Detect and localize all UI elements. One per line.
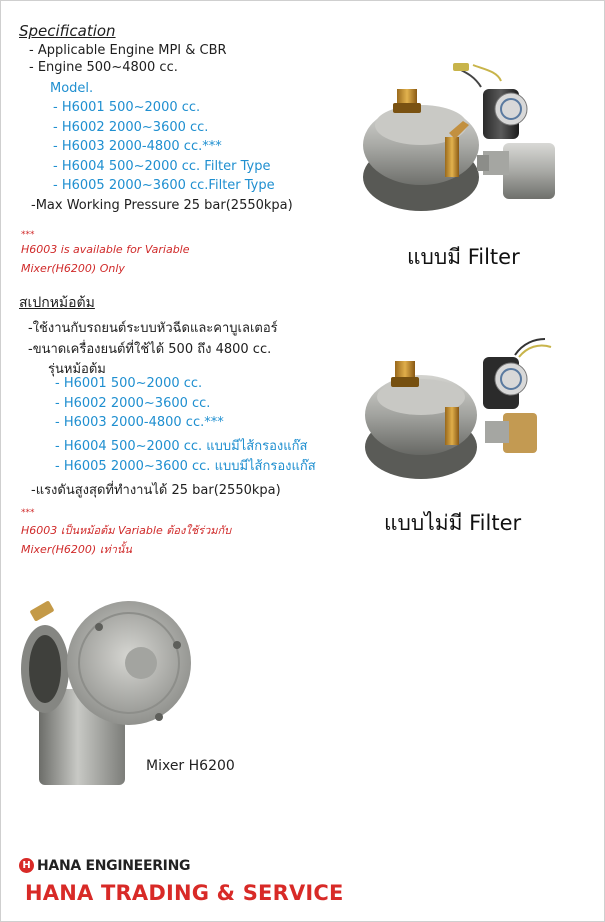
spec-model-h6002: - H6002 2000~3600 cc. xyxy=(53,120,209,135)
thai-line-engine-type: -ใช้งานกับรถยนต์ระบบหัวฉีดและคาบูเลเตอร์ xyxy=(28,321,278,336)
spec-pressure: -Max Working Pressure 25 bar(2550kpa) xyxy=(31,198,293,213)
thai-model-h6005: - H6005 2000~3600 cc. แบบมีไส้กรองแก๊ส xyxy=(55,459,316,474)
spec-note-line-1: H6003 is available for Variable xyxy=(21,243,190,256)
caption-mixer: Mixer H6200 xyxy=(146,758,235,774)
spec-heading: Specification xyxy=(19,22,116,40)
thai-model-h6003: - H6003 2000-4800 cc.*** xyxy=(55,415,224,430)
spec-note-line-2: Mixer(H6200) Only xyxy=(21,262,125,275)
thai-note-line-1: H6003 เป็นหม้อต้ม Variable ต้องใช้ร่วมกับ xyxy=(21,524,232,537)
spec-model-h6003: - H6003 2000-4800 cc.*** xyxy=(53,139,222,154)
thai-model-h6001: - H6001 500~2000 cc. xyxy=(55,376,203,391)
thai-model-label: รุ่นหม้อต้ม xyxy=(48,362,106,377)
thai-line-engine-size: -ขนาดเครื่องยนต์ที่ใช้ได้ 500 ถึง 4800 cc. xyxy=(28,342,272,357)
thai-pressure: -แรงดันสูงสุดที่ทำงานได้ 25 bar(2550kpa) xyxy=(31,483,281,498)
spec-note-stars: *** xyxy=(21,230,35,240)
thai-note-line-2: Mixer(H6200) เท่านั้น xyxy=(21,543,132,556)
thai-model-h6002: - H6002 2000~3600 cc. xyxy=(55,396,211,411)
spec-model-h6004: - H6004 500~2000 cc. Filter Type xyxy=(53,159,271,174)
regulator-without-filter-photo xyxy=(365,337,561,497)
spec-model-h6001: - H6001 500~2000 cc. xyxy=(53,100,201,115)
spec-model-h6005: - H6005 2000~3600 cc.Filter Type xyxy=(53,178,275,193)
brand-name: HANA TRADING & SERVICE xyxy=(25,881,344,905)
thai-note-stars: *** xyxy=(21,508,35,518)
thai-model-h6004: - H6004 500~2000 cc. แบบมีไส้กรองแก๊ส xyxy=(55,439,308,454)
spec-line-engine-type: - Applicable Engine MPI & CBR xyxy=(29,43,227,58)
caption-without-filter: แบบไม่มี Filter xyxy=(384,511,522,535)
regulator-with-filter-photo xyxy=(363,59,563,235)
hana-logo-icon: H xyxy=(19,858,34,873)
thai-spec-heading: สเปกหม้อต้ม xyxy=(19,295,95,311)
spec-model-label: Model. xyxy=(50,81,94,96)
caption-with-filter: แบบมี Filter xyxy=(407,245,520,269)
company-name: HANA ENGINEERING xyxy=(37,858,191,874)
spec-line-engine-size: - Engine 500~4800 cc. xyxy=(29,60,178,75)
